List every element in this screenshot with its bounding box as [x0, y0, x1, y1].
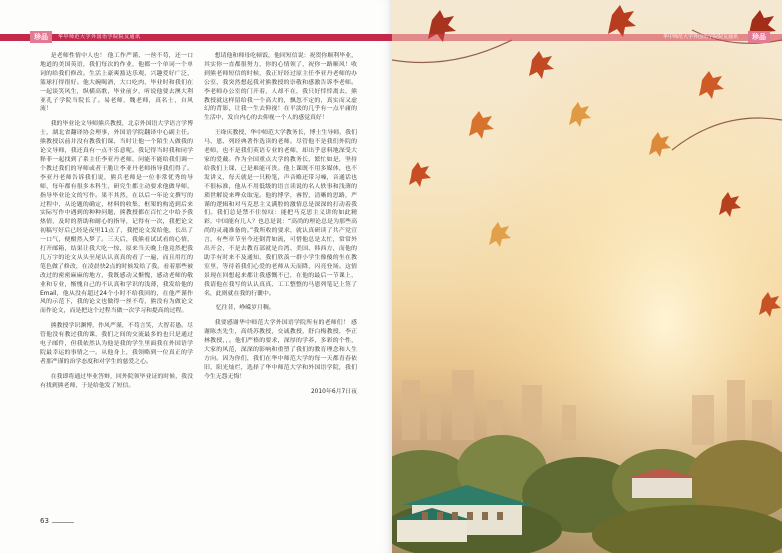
- paragraph: 在我即将通过毕业答辩，回外院领毕业证的时候，我没有找到熊老师，于是给他发了短信。: [40, 373, 193, 389]
- header-tag: 珍品: [30, 31, 52, 43]
- paragraph: 我要感谢华中师范大学外国语学院所有的老师们！ 感谢陈杰先生，高绕苏教授，交诚教授，舒白梅教授，李正林教授，，。他们严格的要求，深厚的学养，多彩的个性，大家的风范，深深的影响和重塑了我们的教育理念和人生方向。因为你们，我们在华中师范大学的每一天都青春依旧，阳光灿烂，选择了华中师范大学和外国语学院，我们今生无怨无悔！: [204, 320, 357, 380]
- paragraph: 想请他和师母吃顿饭，他回短信说：祝贺你顺利毕业，其实你一直都很努力，你的心情领了，祝你一路顺风！收到熊老师短信的时候，我正好经过原主任李亚丹老师的办公室，我突然想起我对熊教授的崇敬和感激告诉李老师。李老师办公室的门开着，人却不在，我只好悻悻离去，熊教授就这样留给我一个高大的，飘忽不定的，真实而又虚幻的背影，让我一生去仰视！在平淡的几乎有一点平庸的生活中，发自内心的去仰视一个人的感觉真好！: [204, 53, 357, 122]
- paragraph: 王绛庆教授，华中师范大学教务长，博士生导师，我们马、恩、列经典著作选读的老师。尽管他不是我们外院的老师，也不是我们英语专业的老师，却出乎意料地深受大家的爱戴。作为全国重点大学的教务长，繁忙如是，坚持给我们上课，已是难能可贵。他上课既不用多媒体，也不发讲义，每天就是一只粉笔，声音略还带习嗓，音通话也不很标准，他从不用低级的语言读说的名人轶事和浅薄的琐世解说来哗众取宠。他的博学，睿智，清晰的思路，严谨的逻辑和对马克思主义满腔的激情总是深深的打动着我们。我们总是禁不住惊叹：能把马克思主义讲的如此精彩，中国能有几人？也总是说：“高尚的理论总是为那些高尚的灵魂准备的。”我所收的要求，就认真研读了共产党宣言，有些章节至今还倒背如流，可惜他总是太忙，常常外出开会，不是去教育部就是台湾、美国、韩西方，而他的助手有时来不及通知，我们欣羡一群小学生像傻的坐在教室里，等待着我们心爱的老师从天而降，闪亮登场。这情景现在回想起来都让我感慨不已，在他的最后一节课上，我请他在我写的认认真真、工工整整的马恩列笔记上签了名，此则就在我的行囊中。: [204, 130, 357, 297]
- page-number-rule: [52, 522, 74, 523]
- text-column-right: [204, 52, 357, 403]
- quote-line: 忆往昔，峥嵘岁月稠。: [215, 305, 275, 312]
- campus-autumn-photo-icon: [392, 0, 782, 553]
- text-column-left: [40, 52, 193, 397]
- header-title: 华中师范大学外国语学院院友通讯: [58, 34, 141, 40]
- right-header-tag: 珍品: [748, 31, 770, 43]
- page-number: 63: [40, 517, 49, 525]
- paragraph: 我的毕业论文导师熊兵教授，北京外国语大学语言学博士，湖北省翻译协会理事，外国语学院翻译中心副主任。 熊教授以前并没有教我们课，当时让他一个陌生人做我的论文导师，我还真有一点不乐意呢。我记得当时我和同学释菲一起找到了系主任李亚丹老师，问能不能给我们调一个教过我们的导师或者干脆让李亚丹老师指导我们得了。李亚丹老师告诉我们说，熊兵老师是一位非常优秀的导师，每年都有很多本科生，研究生都主动要求他做导师，指导毕业论文的写作。果不其然，在以后一年论文撰写的过程中，从论题的确定，材料的收集，框架的构造到后来实际写作中遇到的种种问题，熊教授都在百忙之中给予我热情，及时的帮助和耐心的指导，记得有一次，我把论文初稿写好后已经是夜里11点了，我把论文发给他，长出了一口气，便酣然入梦了。三天后，我熊看试试看的心情，打开邮箱，结果让我大吃一惊，原来当天晚上他竟然把我几万字的论文从头至尾认认真真的看了一遍，而且用红的笔色做了修改，在凌晨快2点的时候发给了我。看着那些被改过的密密麻麻的地方，我既感动又惭愧，感动老师的敬业和专业，惭愧自己的不认真和学识的浅薄，我发给他的Email，他从没有超过24个小时不给我回的，在他严谨作风的示范下，我的论文也做得一丝不苟，熊没有为做论文而作论文，而是把这个过程当做一次学习和提高的过程。: [40, 121, 193, 315]
- date-line: 2010年6月7日夜: [310, 388, 357, 395]
- campus-photo-page: [392, 0, 782, 553]
- paragraph: 熊教授学识渊博，作风严谨，不苟言笑，大智若愚。尽管他没有教过我的课，我们之间的交流最多的也只是通过电子邮件，但我依然认为他是我的学生里面我在外国语学院最幸运的事情之一。从他身上，我领略到一位真正的学者那严谨的治学态度和对学生的慈爱之心。: [40, 323, 193, 365]
- right-header-title: 华中师范大学外国语学院院友通讯: [662, 34, 738, 40]
- paragraph: 是老师性情中人也！ 他工作严谨，一丝不苟，还一口地道的美国英语，我们每次的作业，他都一个单词一个单词的给我们修改。生活上豪爽豁达乐观，兴趣爱好广泛，篮球打得很好。他大碗喝酒，大口吃肉，毕业时和我们在一起谈笑风生，纵横高歌，毕业前夕，听说他要去澳大利亚孔子学院当院长了。易老师，魏老师，真名士，自风流！: [40, 53, 193, 113]
